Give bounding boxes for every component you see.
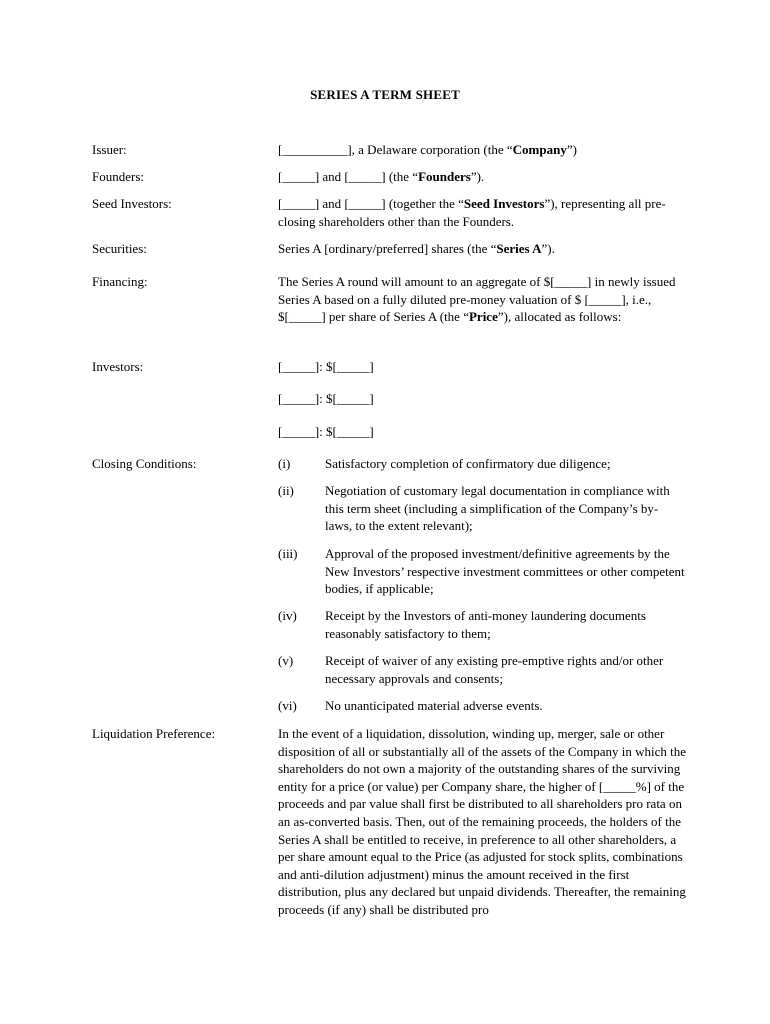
founders-label: Founders: <box>92 169 144 184</box>
investor-line: [_____]: $[_____] <box>278 359 374 374</box>
seed-investors-value: [_____] and [_____] (together the “Seed Investors”), representing all pre-closing shareholders other than the Founders. <box>278 196 666 229</box>
condition-text: Satisfactory completion of confirmatory due diligence; <box>325 456 611 471</box>
issuer-label: Issuer: <box>92 142 127 157</box>
document-title: SERIES A TERM SHEET <box>310 87 460 102</box>
condition-text: Negotiation of customary legal documentation in compliance with this term sheet (including a simplification of the Company’s by-laws, to the extent relevant); <box>325 483 670 534</box>
investors-row <box>92 358 692 448</box>
closing-conditions-row <box>92 455 692 715</box>
securities-value: Series A [ordinary/preferred] shares (the “Series A”). <box>278 241 555 256</box>
condition-text: No unanticipated material adverse events. <box>325 698 543 713</box>
condition-text: Receipt by the Investors of anti-money laundering documents reasonably satisfactory to them; <box>325 608 646 641</box>
founders-value: [_____] and [_____] (the “Founders”). <box>278 169 485 184</box>
condition-number: (iv) <box>278 608 297 623</box>
issuer-value: [__________], a Delaware corporation (the “Company”) <box>278 142 577 157</box>
investor-line: [_____]: $[_____] <box>278 391 374 406</box>
condition-number: (vi) <box>278 698 297 713</box>
closing-conditions-label: Closing Conditions: <box>92 456 197 471</box>
financing-value: The Series A round will amount to an aggregate of $[_____] in newly issued Series A based on a fully diluted pre-money valuation of $ [_____], i.e., $[_____] per share of Series A (the “Price”), allocated as follows: <box>278 274 676 325</box>
investors-label: Investors: <box>92 359 144 374</box>
condition-number: (v) <box>278 653 294 668</box>
liquidation-preference-label: Liquidation Preference: <box>92 726 216 741</box>
investor-line: [_____]: $[_____] <box>278 424 374 439</box>
financing-label: Financing: <box>92 274 148 289</box>
condition-text: Approval of the proposed investment/definitive agreements by the New Investors’ respective investment committees or other competent bodies, if applicable; <box>325 546 685 597</box>
seed-investors-label: Seed Investors: <box>92 196 172 211</box>
condition-number: (ii) <box>278 483 294 498</box>
condition-number: (iii) <box>278 546 298 561</box>
condition-number: (i) <box>278 456 291 471</box>
condition-text: Receipt of waiver of any existing pre-emptive rights and/or other necessary approvals and consents; <box>325 653 664 686</box>
liquidation-preference-text: In the event of a liquidation, dissolution, winding up, merger, sale or other disposition of all or substantially all of the assets of the Company in which the shareholders do not own a majority of the outstanding shares of the surviving entity for a price (or value) per Company share, the higher of [_____%] of the proceeds and par value shall first be distributed to all shareholders pro rata on an as-converted basis. Then, out of the remaining proceeds, the holders of the Series A shall be entitled to receive, in preference to all other shareholders, a per share amount equal to the Price (as adjusted for stock splits, combinations and anti-dilution adjustment) minus the amount received in the first distribution, plus any declared but unpaid dividends. Thereafter, the remaining proceeds (if any) shall be distributed pro <box>278 726 686 917</box>
securities-label: Securities: <box>92 241 147 256</box>
